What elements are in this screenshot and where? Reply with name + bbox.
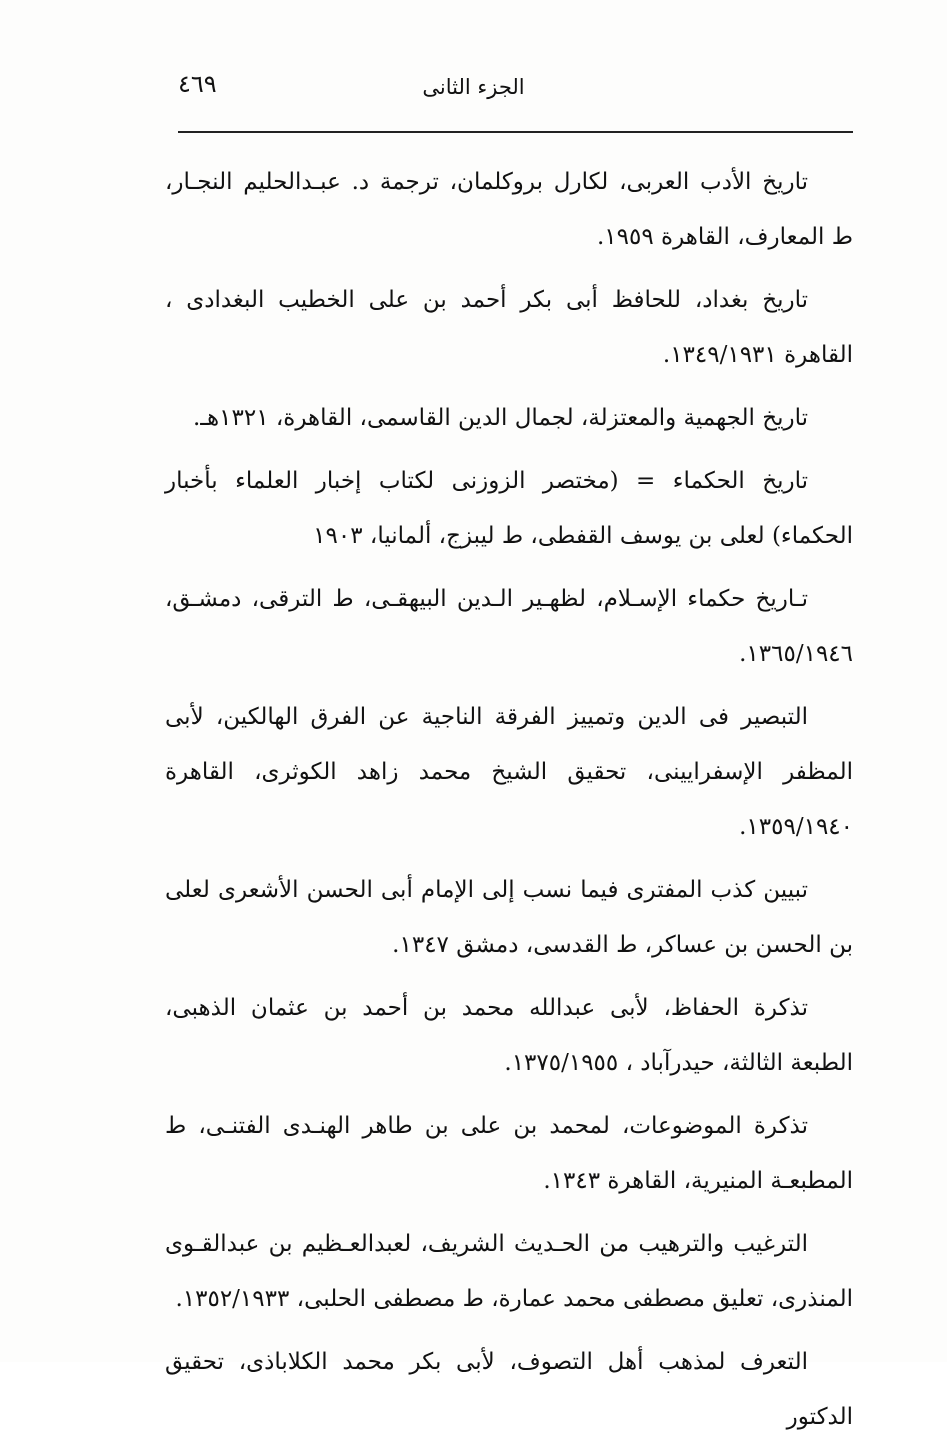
bibliography-entry: تذكرة الحفاظ، لأبى عبدالله محمد بن أحمد بن عثمان الذهبى، الطبعة الثالثة، حيدرآباد ، ١٣٧٥/١٩٥٥. <box>165 995 853 1076</box>
bibliography-entry: تذكرة الموضوعات، لمحمد بن على بن طاهر الهنـدى الفتنـى، ط المطبعـة المنيرية، القاهرة ١٣٤٣. <box>165 1113 853 1194</box>
bibliography-entry: التعرف لمذهب أهل التصوف، لأبى بكر محمد الكلاباذى، تحقيق الدكتور <box>165 1349 853 1430</box>
bibliography-entry: تاريخ الحكماء = (مختصر الزوزنى لكتاب إخبار العلماء بأخبار الحكماء) لعلى بن يوسف القفطى، ط ليبزج، ألمانيا، ١٩٠٣ <box>165 468 853 549</box>
running-title: الجزء الثانى <box>422 75 525 99</box>
bibliography-entry: التبصير فى الدين وتمييز الفرقة الناجية عن الفرق الهالكين، لأبى المظفر الإسفرايينى، تحقيق الشيخ محمد زاهد الكوثرى، القاهرة ١٣٥٩/١٩٤٠. <box>165 704 853 840</box>
bibliography-entry: تاريخ الأدب العربى، لكارل بروكلمان، ترجمة د. عبـدالحليم النجـار، ط المعارف، القاهرة ١٩٥٩. <box>165 169 853 250</box>
bibliography-entry: تاريخ بغداد، للحافظ أبى بكر أحمد بن على الخطيب البغدادى ، القاهرة ١٣٤٩/١٩٣١. <box>165 287 853 368</box>
header-rule <box>178 131 853 133</box>
bibliography-entry: تاريخ الجهمية والمعتزلة، لجمال الدين القاسمى، القاهرة، ١٣٢١هـ. <box>192 405 808 431</box>
page-number: ٤٦٩ <box>178 70 217 98</box>
bibliography-entry: الترغيب والترهيب من الحـديث الشريف، لعبدالعـظيم بن عبدالقـوى المنذرى، تعليق مصطفى محمد عمارة، ط مصطفى الحلبى، ١٣٥٢/١٩٣٣. <box>165 1231 853 1312</box>
bibliography-entry: تـاريخ حكماء الإسـلام، لظهـير الـدين البيهقـى، ط الترقى، دمشـق، ١٣٦٥/١٩٤٦. <box>165 586 853 667</box>
bibliography-entry: تبيين كذب المفترى فيما نسب إلى الإمام أبى الحسن الأشعرى لعلى بن الحسن بن عساكر، ط القدسى، دمشق ١٣٤٧. <box>165 877 853 958</box>
bibliography-list <box>165 155 853 1453</box>
